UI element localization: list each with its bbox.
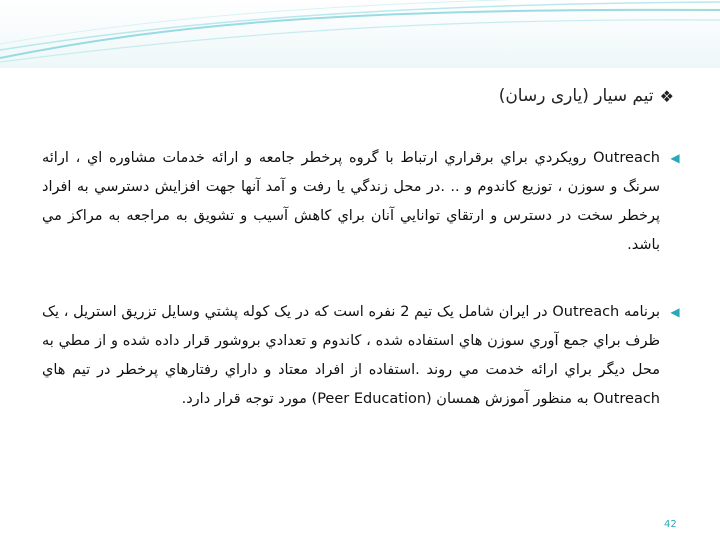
page-number: 42	[664, 519, 677, 530]
wave-decoration	[0, 0, 720, 68]
bullet-text: برنامه Outreach در ایران شامل یک تیم 2 نفره است که در یک کوله پشتي وسايل تزريق استريل ، يک ظرف براي جمع آوري سوزن هاي استفاده شده ، کاندوم و تعدادي بروشور قرار داده شده و از مطي به محل ديگر براي ارائه خدمت مي روند .استفاده از افراد معتاد و داراي رفتارهاي پرخطر در تیم هاي Outreach به منظور آموزش همسان (Peer Education) مورد توجه قرار دارد.	[42, 304, 660, 407]
bullet-item	[42, 144, 682, 260]
diamond-bullet-icon: ❖	[659, 86, 674, 106]
bullet-item	[42, 298, 682, 414]
slide-title	[499, 86, 674, 106]
slide-title-text: تیم سیار (یاری رسان)	[498, 86, 654, 106]
triangle-bullet-icon: ◀	[670, 305, 680, 319]
triangle-bullet-icon: ◀	[670, 151, 680, 165]
bullet-text: Outreach رویکردي براي برقراري ارتباط با گروه پرخطر جامعه و ارائه خدمات مشاوره اي ، ارائه سرنگ و سوزن ، توزیع کاندوم و .. .در محل زندگي يا رفت و آمد آنها جهت افزايش دسترسي به افراد پرخطر سخت در دسترس و ارتقاي توانايي آنان براي کاهش آسيب و تشويق به مراجعه به مراکز مي باشد.	[42, 150, 660, 253]
header-decoration	[0, 0, 720, 68]
